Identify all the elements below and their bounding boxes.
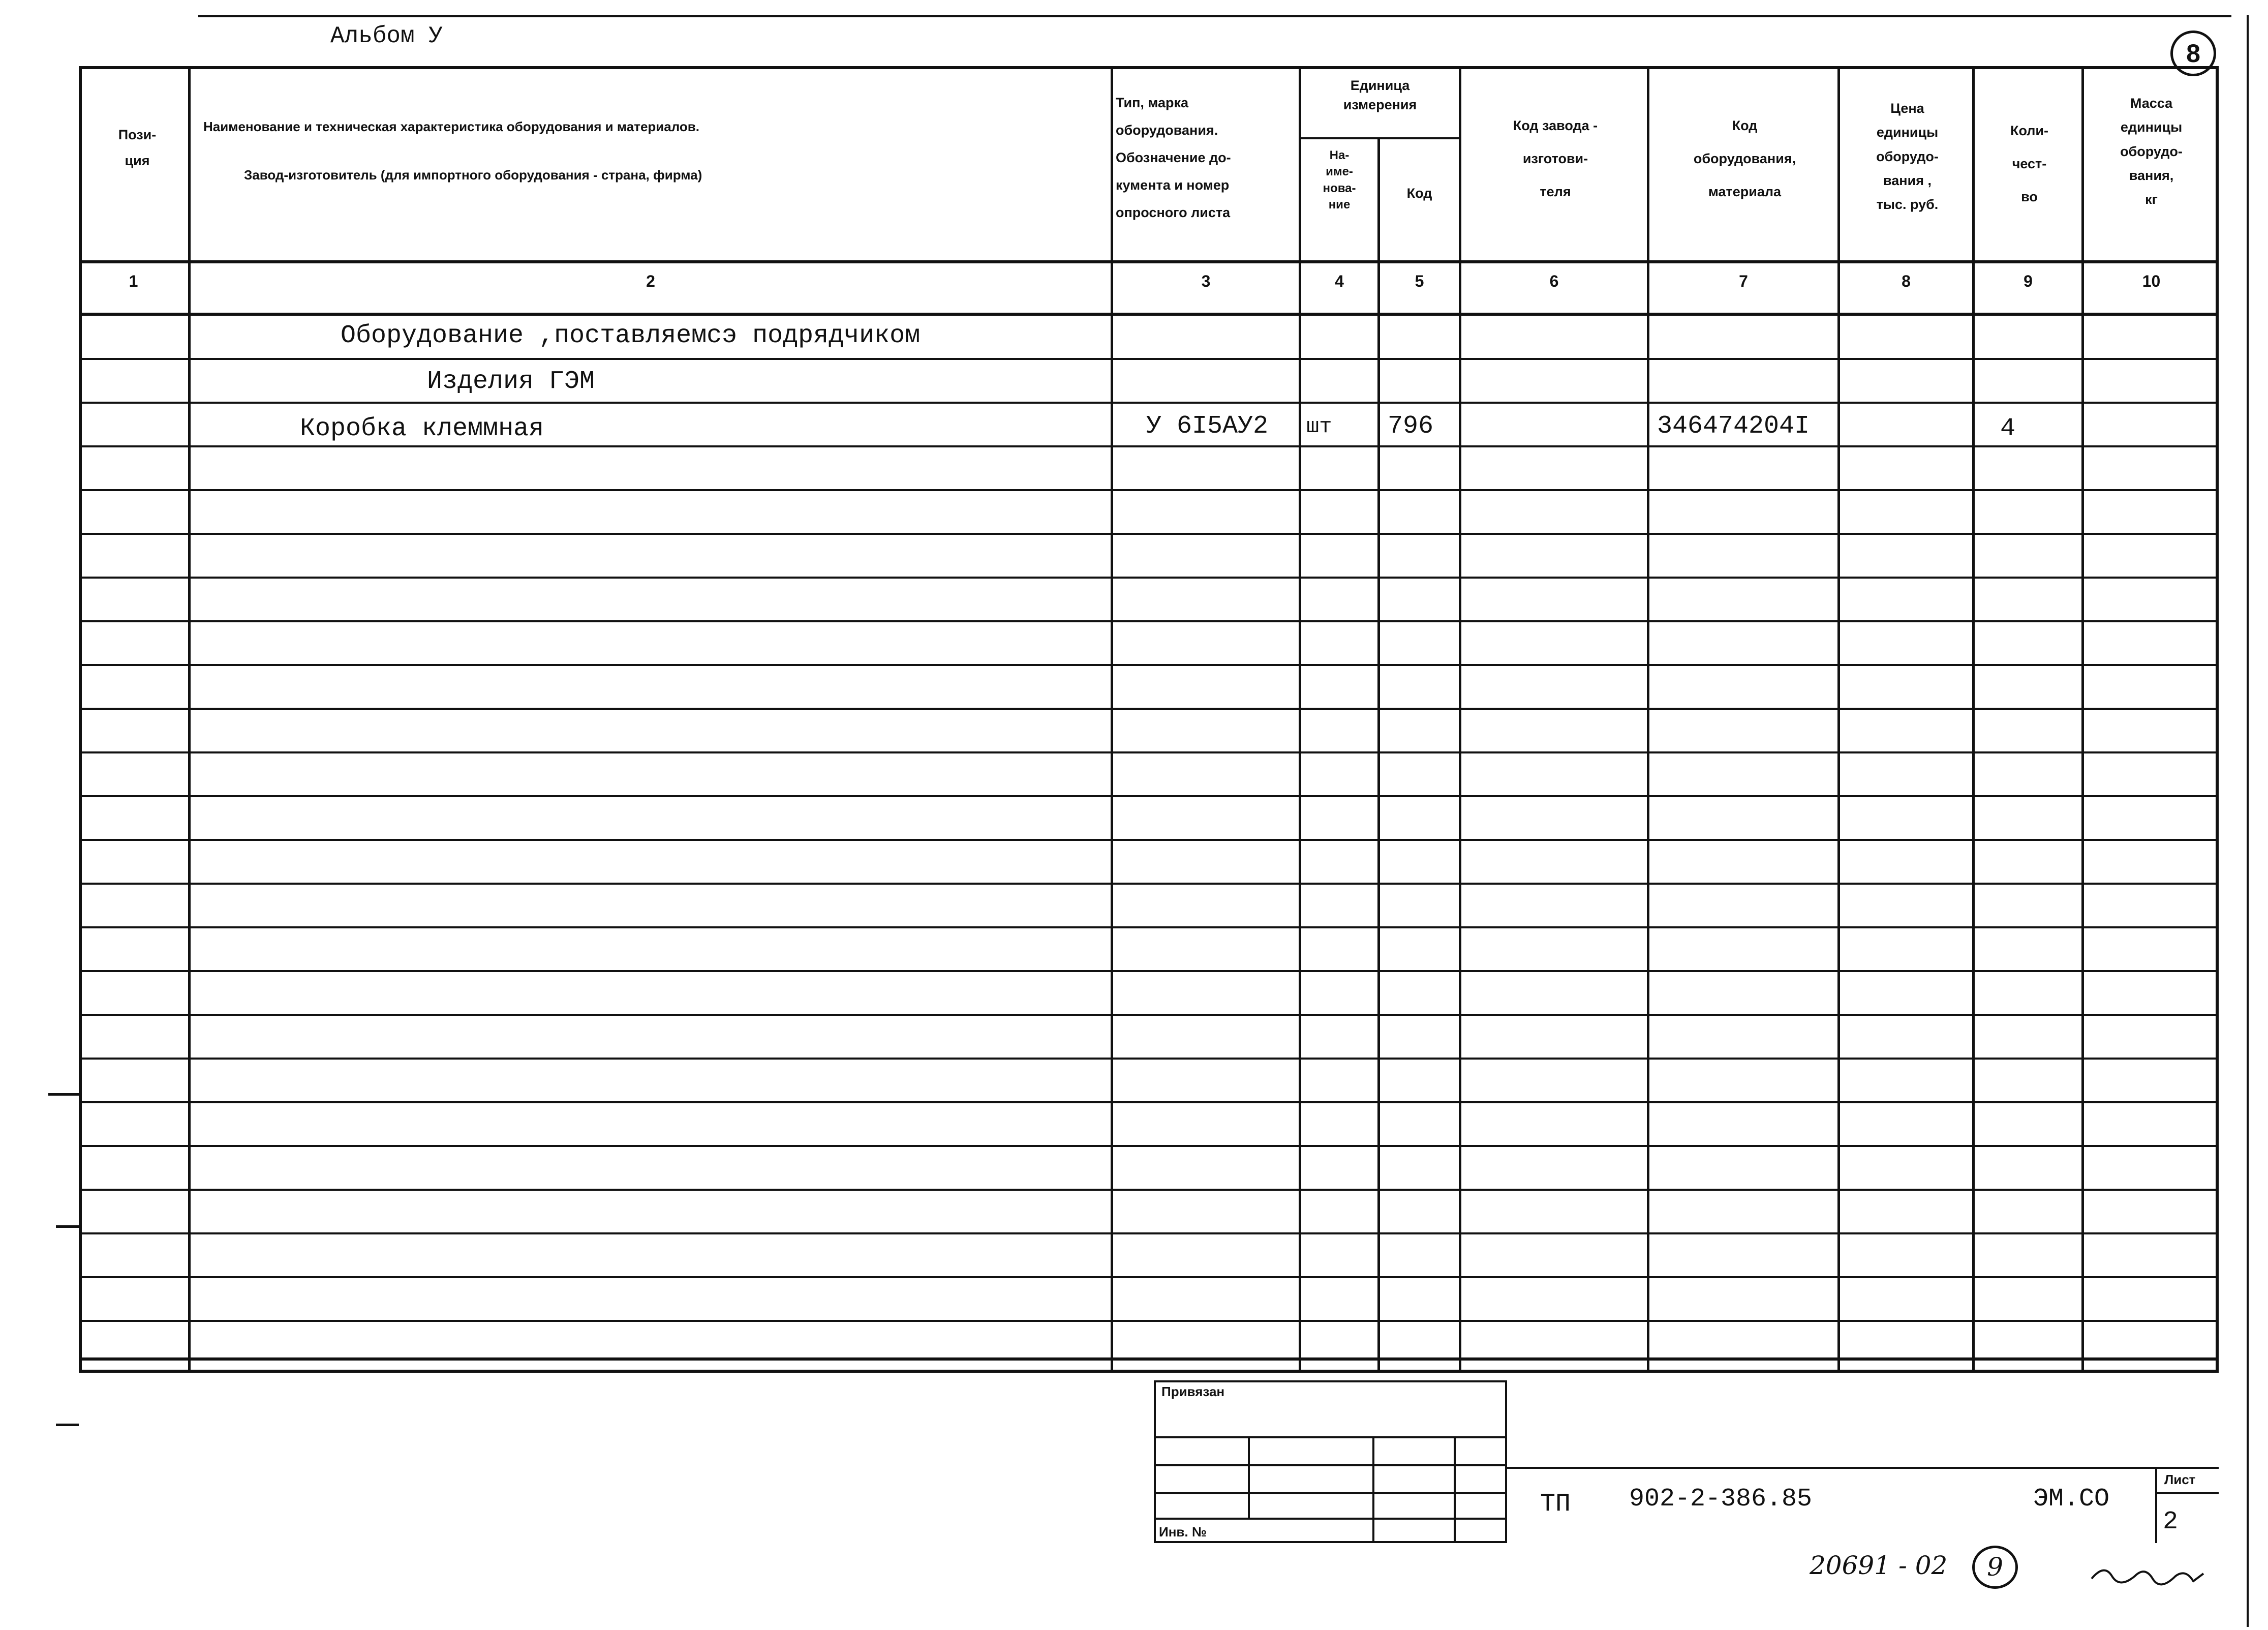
table-row-line	[79, 1101, 2219, 1103]
header-price: Цена единицы оборудо- вания , тыс. руб.	[1876, 101, 1939, 212]
header-mass: Масса единицы оборудо- вания, кг	[2120, 96, 2183, 207]
privyazan-label: Привязан	[1161, 1384, 1225, 1399]
unit-group-line	[1299, 137, 1459, 139]
list-label: Лист	[2164, 1472, 2196, 1487]
inv-no-label: Инв. №	[1159, 1524, 1207, 1540]
table-row-line	[79, 445, 2219, 447]
table-row-line	[79, 1320, 2219, 1322]
table-row-line	[79, 577, 2219, 579]
table-row-line	[79, 489, 2219, 491]
col-sep-9	[2081, 66, 2084, 1373]
row-3-type: У 6I5АУ2	[1146, 412, 1269, 441]
row-3-name: Коробка клеммная	[300, 414, 544, 443]
colnum-3: 3	[1201, 272, 1211, 290]
stamp-vline-3	[1454, 1436, 1456, 1543]
sheet-mark-circle: 8	[2170, 31, 2216, 76]
signature-icon	[2089, 1561, 2206, 1591]
table-row-line	[79, 751, 2219, 753]
colnum-6: 6	[1549, 272, 1559, 290]
footer-circled-number: 9	[1972, 1546, 2018, 1589]
table-body-bottom	[79, 1357, 2219, 1361]
table-row-line	[79, 1058, 2219, 1060]
col-sep-7	[1837, 66, 1840, 1373]
top-rule	[198, 15, 2231, 17]
table-row-line	[79, 1276, 2219, 1278]
table-row-line	[79, 533, 2219, 535]
colnum-7: 7	[1739, 272, 1748, 290]
col-sep-8	[1972, 66, 1975, 1373]
colnum-1: 1	[129, 272, 138, 290]
table-row-line	[79, 402, 2219, 404]
table-row-line	[79, 839, 2219, 841]
colnum-10: 10	[2142, 272, 2161, 290]
header-type: Тип, марка оборудования. Обозначение до- кумента и номер опросного листа	[1116, 95, 1231, 220]
row-3-unit: шт	[1306, 414, 1332, 439]
header-unit-code: Код	[1406, 186, 1432, 201]
header-name-line2: Завод-изготовитель (для импортного оборудования - страна, фирма)	[244, 167, 702, 183]
margin-mark-2	[56, 1225, 79, 1228]
table-row-line	[79, 708, 2219, 710]
table-row-line	[79, 1014, 2219, 1016]
col-sep-5	[1459, 66, 1461, 1373]
album-title: Альбом У	[330, 23, 443, 49]
titleblock-top	[1507, 1467, 2219, 1469]
table-row-line	[79, 970, 2219, 972]
section-code: ЭМ.СО	[2033, 1485, 2110, 1514]
col-sep-2	[1111, 66, 1113, 1373]
margin-mark-3	[56, 1424, 79, 1426]
colnum-8: 8	[1902, 272, 1911, 290]
header-maker-code: Код завода - изготови- теля	[1513, 118, 1598, 199]
header-quantity: Коли- чест- во	[2010, 123, 2049, 204]
titleblock-sheet-sep	[2155, 1467, 2157, 1543]
colnum-5: 5	[1415, 272, 1424, 290]
table-row-line	[79, 926, 2219, 928]
col-sep-3	[1299, 66, 1301, 1373]
table-row-line	[79, 883, 2219, 885]
header-bottom-line	[79, 260, 2219, 263]
col-sep-4	[1377, 137, 1380, 1373]
row-3-code: 346474204I	[1657, 412, 1810, 441]
row-3-unit-code: 796	[1388, 412, 1434, 441]
header-unit-name: На- име- нова- ние	[1323, 148, 1356, 212]
margin-mark-1	[48, 1093, 79, 1096]
titleblock-sheet-line	[2155, 1492, 2219, 1494]
row-2-name: Изделия ГЭМ	[427, 367, 595, 396]
row-1-name: Оборудование ,поставляемсэ подрядчиком	[341, 321, 921, 350]
header-unit-group: Единица измерения	[1343, 78, 1417, 112]
table-row-line	[79, 664, 2219, 666]
table-row-line	[79, 1145, 2219, 1147]
right-edge-rule	[2247, 15, 2249, 1627]
stamp-vline-1	[1248, 1436, 1250, 1518]
table-row-line	[79, 1232, 2219, 1234]
table-row-line	[79, 795, 2219, 797]
header-position: Пози- ция	[118, 127, 157, 169]
col-sep-1	[188, 66, 191, 1373]
colnum-9: 9	[2024, 272, 2033, 290]
tp-label: ТП	[1540, 1490, 1571, 1519]
stamp-vline-2	[1372, 1436, 1374, 1543]
colnum-4: 4	[1335, 272, 1344, 290]
row-3-qty: 4	[2000, 414, 2016, 443]
table-row-line	[79, 1189, 2219, 1191]
handwritten-code: 20691 - 02	[1810, 1551, 1948, 1580]
col-sep-6	[1647, 66, 1649, 1373]
doc-number: 902-2-386.85	[1629, 1485, 1813, 1514]
table-row-line	[79, 620, 2219, 622]
colnum-2: 2	[646, 272, 655, 290]
header-name-line1: Наименование и техническая характеристика оборудования и материалов.	[203, 119, 700, 134]
header-equipment-code: Код оборудования, материала	[1693, 118, 1796, 199]
colnum-bottom-line	[79, 313, 2219, 316]
list-number: 2	[2163, 1507, 2179, 1536]
table-row-line	[79, 358, 2219, 360]
